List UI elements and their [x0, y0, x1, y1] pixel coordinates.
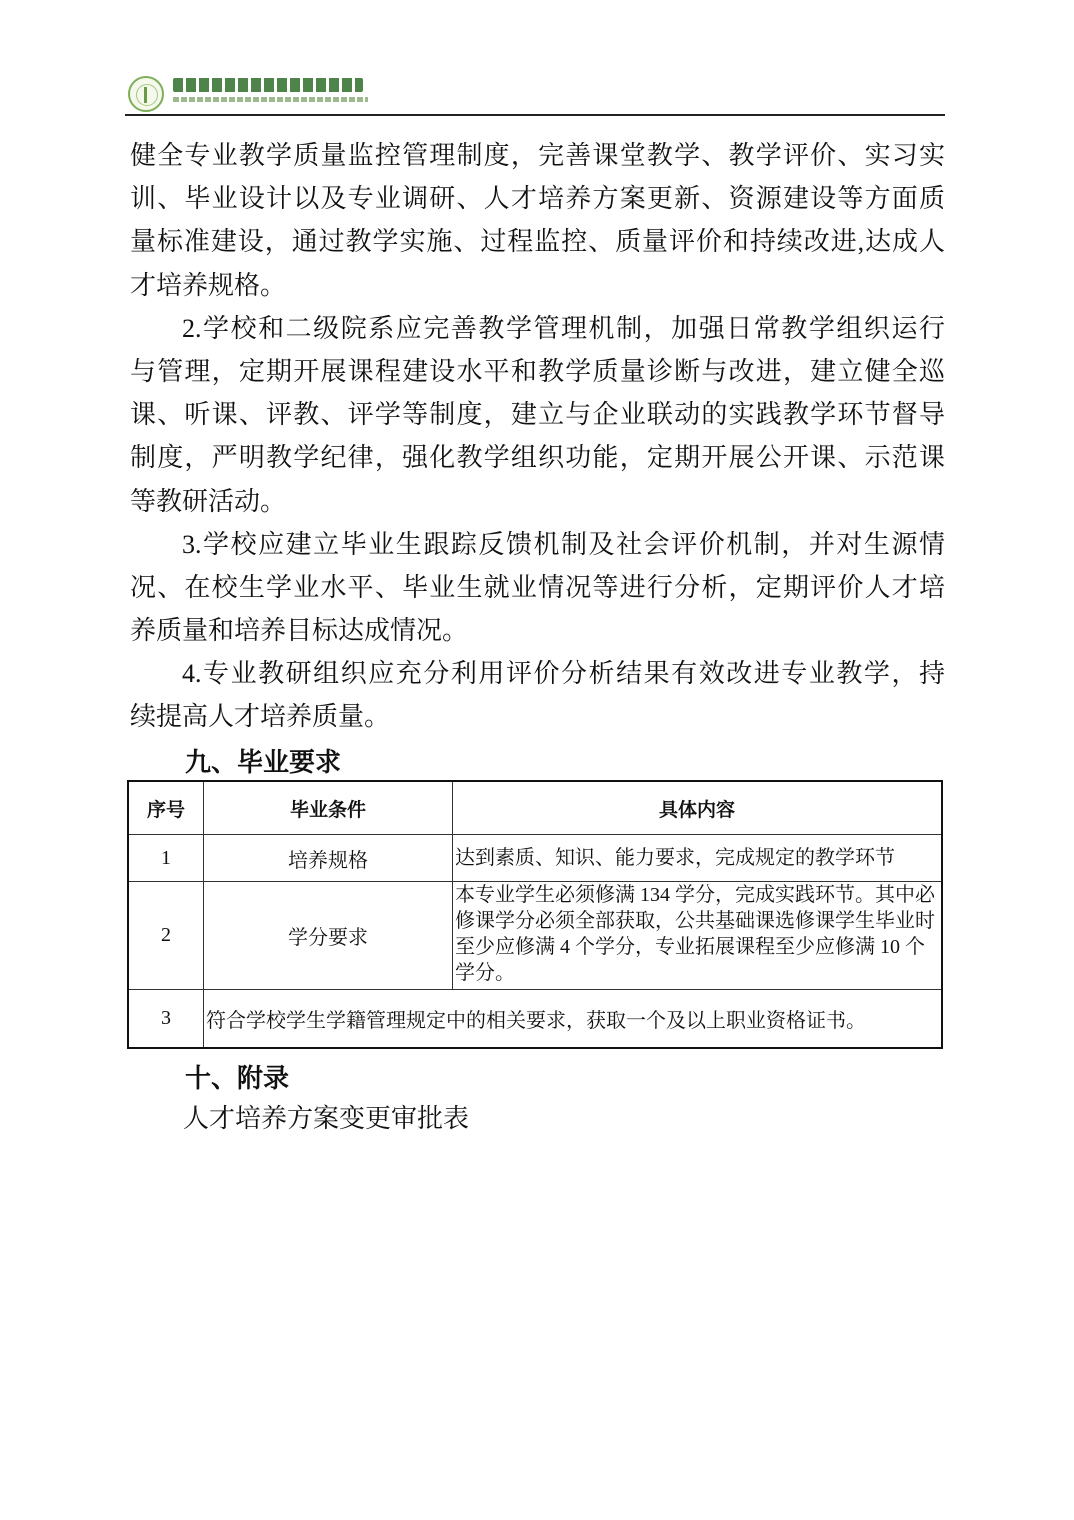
appendix-item: 人才培养方案变更审批表 [183, 1104, 470, 1133]
header-rule [125, 114, 945, 116]
row-no: 3 [128, 990, 204, 1048]
paragraph-line: 3.学校应建立毕业生跟踪反馈机制及社会评价机制，并对生源情 [182, 529, 945, 559]
paragraph [130, 307, 945, 523]
table-row [128, 990, 942, 1048]
paragraph [130, 652, 945, 738]
graduation-requirements-table [127, 780, 943, 1049]
paragraph-line: 才培养规格。 [130, 270, 287, 300]
paragraph [130, 134, 945, 307]
body-paragraphs [130, 134, 945, 739]
paragraph-line: 况、在校生学业水平、毕业生就业情况等进行分析，定期评价人才培 [130, 572, 945, 602]
table-row [128, 882, 942, 990]
paragraph [130, 523, 945, 653]
header-content: 具体内容 [453, 781, 943, 835]
row-content: 本专业学生必须修满 134 学分，完成实践环节。其中必修课学分必须全部获取，公共基础课选修课学生毕业时至少应修满 4 个学分，专业拓展课程至少应修满 10 个学分。 [453, 882, 943, 990]
paragraph-line: 续提高人才培养质量。 [130, 702, 391, 732]
school-logo-icon [128, 76, 164, 112]
page-header [125, 74, 945, 118]
table-row [128, 835, 942, 882]
paragraph-line: 健全专业教学质量监控管理制度，完善课堂教学、教学评价、实习实 [130, 141, 945, 170]
paragraph-line: 养质量和培养目标达成情况。 [130, 616, 469, 646]
header-no: 序号 [128, 781, 204, 835]
paragraph-line: 课、听课、评教、评学等制度，建立与企业联动的实践教学环节督导 [130, 400, 945, 430]
row-condition: 学分要求 [204, 882, 453, 990]
row-content: 符合学校学生学籍管理规定中的相关要求，获取一个及以上职业资格证书。 [204, 990, 943, 1048]
paragraph-line: 2.学校和二级院系应完善教学管理机制，加强日常教学组织运行 [182, 313, 945, 343]
section-9-heading: 九、毕业要求 [185, 748, 342, 778]
row-no: 1 [128, 835, 204, 882]
school-logo-name-en [173, 97, 368, 102]
row-content: 达到素质、知识、能力要求，完成规定的教学环节 [453, 835, 943, 882]
paragraph-line: 训、毕业设计以及专业调研、人才培养方案更新、资源建设等方面质 [130, 184, 945, 214]
section-10-heading: 十、附录 [185, 1064, 290, 1094]
paragraph-line: 4.专业教研组织应充分利用评价分析结果有效改进专业教学，持 [182, 659, 945, 689]
paragraph-line: 等教研活动。 [130, 486, 287, 516]
row-condition: 培养规格 [204, 835, 453, 882]
paragraph-line: 与管理，定期开展课程建设水平和教学质量诊断与改进，建立健全巡 [130, 356, 945, 386]
header-condition: 毕业条件 [204, 781, 453, 835]
row-no: 2 [128, 882, 204, 990]
paragraph-line: 制度，严明教学纪律，强化教学组织功能，定期开展公开课、示范课 [130, 443, 945, 473]
table-header-row [128, 781, 942, 835]
paragraph-line: 量标准建设，通过教学实施、过程监控、质量评价和持续改进,达成人 [130, 227, 945, 257]
school-logo-name-cn [173, 78, 363, 92]
